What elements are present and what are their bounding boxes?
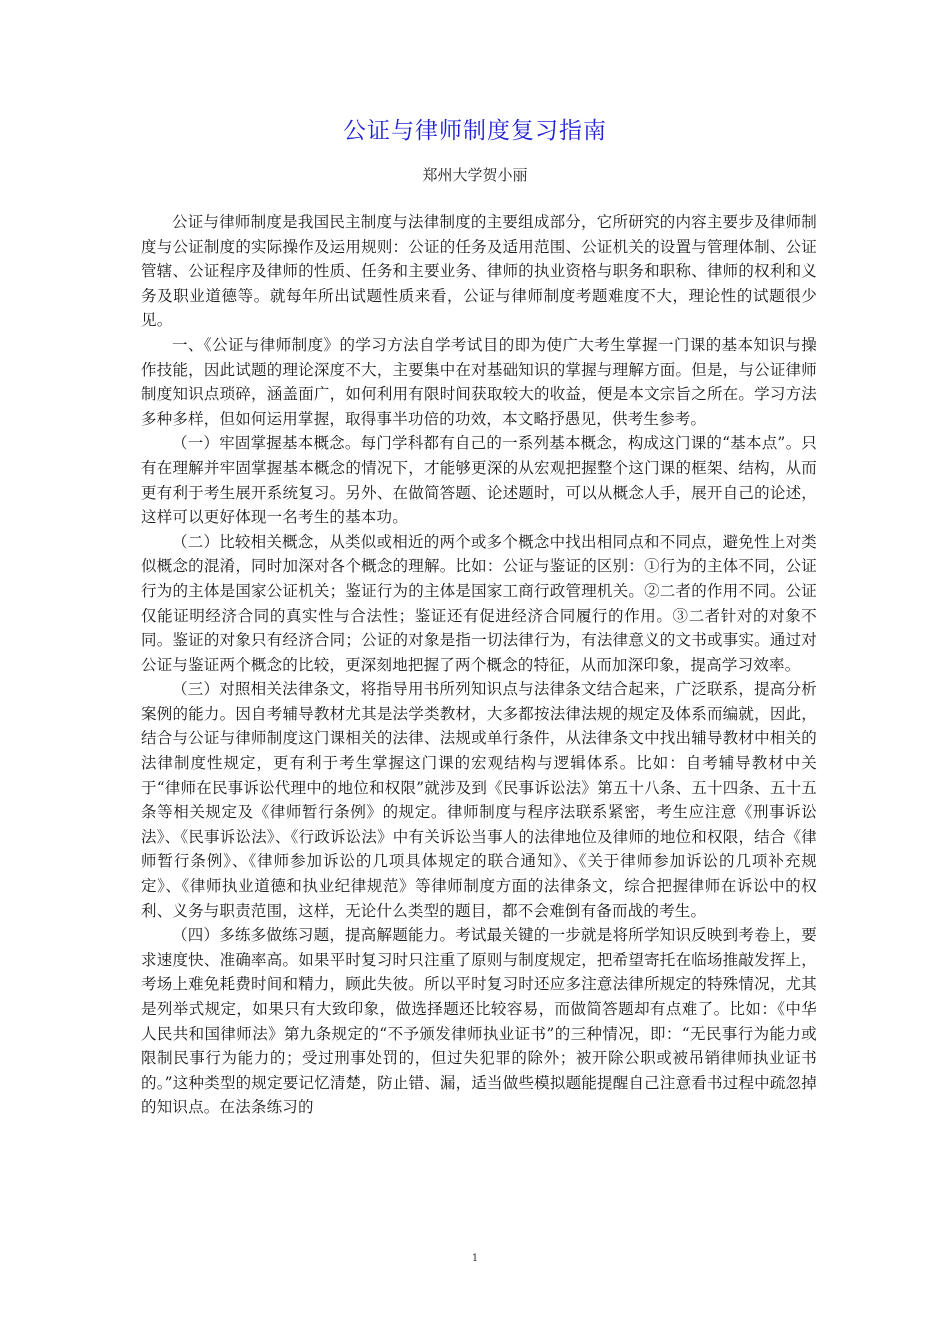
document-author: 郑州大学贺小丽 xyxy=(422,166,528,184)
document-title: 公证与律师制度复习指南 xyxy=(343,118,607,144)
paragraph-item-1: （一）牢固掌握基本概念。每门学科都有自己的一系列基本概念，构成这门课的“基本点”。只有在理解并牢固掌握基本概念的情况下，才能够更深的从宏观把握整个这门课的框架、结构，从而更有利于考生展开系统复习。另外、在做简答题、论述题时，可以从概念人手，展开自己的论述，这样可以更好体现一名考生的基本功。 xyxy=(141,434,817,527)
document-body xyxy=(141,210,817,1120)
paragraph-item-4: （四）多练多做练习题，提高解题能力。考试最关键的一步就是将所学知识反映到考卷上，要求速度快、准确率高。如果平时复习时只注重了原则与制度规定，把希望寄托在临场推敲发挥上，考场上难免耗费时间和精力，顾此失彼。所以平时复习时还应多注意法律所规定的特殊情况，尤其是列举式规定，如果只有大致印象，做选择题还比较容易，而做简答题却有点难了。比如：《中华人民共和国律师法》第九条规定的“不予颁发律师执业证书”的三种情况，即：“无民事行为能力或限制民事行为能力的；受过刑事处罚的，但过失犯罪的除外；被开除公职或被吊销律师执业证书的。”这种类型的规定要记忆清楚，防止错、漏，适当做些模拟题能提醒自己注意看书过程中疏忽掉的知识点。在法条练习的 xyxy=(141,926,817,1117)
paragraph-section-one: 一、《公证与律师制度》的学习方法自学考试目的即为使广大考生掌握一门课的基本知识与操作技能，因此试题的理论深度不大，主要集中在对基础知识的掌握与理解方面。但是，与公证律师制度知识点琐碎，涵盖面广，如何利用有限时间获取较大的收益，便是本文宗旨之所在。学习方法多种多样，但如何运用掌握，取得事半功倍的功效，本文略抒愚见，供考生参考。 xyxy=(141,335,817,428)
paragraph-intro: 公证与律师制度是我国民主制度与法律制度的主要组成部分，它所研究的内容主要步及律师制度与公证制度的实际操作及运用规则：公证的任务及适用范围、公证机关的设置与管理体制、公证管辖、公证程序及律师的性质、任务和主要业务、律师的执业资格与职务和职称、律师的权利和义务及职业道德等。就每年所出试题性质来看，公证与律师制度考题难度不大，理论性的试题很少见。 xyxy=(141,213,817,330)
paragraph-item-2: （二）比较相关概念，从类似或相近的两个或多个概念中找出相同点和不同点，避免性上对类似概念的混淆，同时加深对各个概念的理解。比如：公证与鉴证的区别：①行为的主体不同，公证行为的主体是国家公证机关；鉴证行为的主体是国家工商行政管理机关。②二者的作用不同。公证仅能证明经济合同的真实性与合法性；鉴证还有促进经济合同履行的作用。③二者针对的对象不同。鉴证的对象只有经济合同；公证的对象是指一切法律行为，有法律意义的文书或事实。通过对公证与鉴证两个概念的比较，更深刻地把握了两个概念的特征，从而加深印象，提高学习效率。 xyxy=(141,532,817,674)
page-number: 1 xyxy=(471,1253,479,1264)
paragraph-item-3: （三）对照相关法律条文，将指导用书所列知识点与法律条文结合起来，广泛联系，提高分析案例的能力。因自考辅导教材尤其是法学类教材，大多都按法律法规的规定及体系而编就，因此，结合与公证与律师制度这门课相关的法律、法规或单行条件，从法律条文中找出辅导教材中相关的法律制度性规定，更有利于考生掌握这门课的宏观结构与逻辑体系。比如：自考辅导教材中关于“律师在民事诉讼代理中的地位和权限”就涉及到《民事诉讼法》第五十八条、五十四条、五十五条等相关规定及《律师暂行条例》的规定。律师制度与程序法联系紧密，考生应注意《刑事诉讼法》、《民事诉讼法》、《行政诉讼法》中有关诉讼当事人的法律地位及律师的地位和权限，结合《律师暂行条例》、《律师参加诉讼的几项具体规定的联合通知》、《关于律师参加诉讼的几项补充规定》、《律师执业道德和执业纪律规范》等律师制度方面的法律条文，综合把握律师在诉讼中的权利、义务与职责范围，这样，无论什么类型的题目，都不会难倒有备而战的考生。 xyxy=(141,680,817,920)
